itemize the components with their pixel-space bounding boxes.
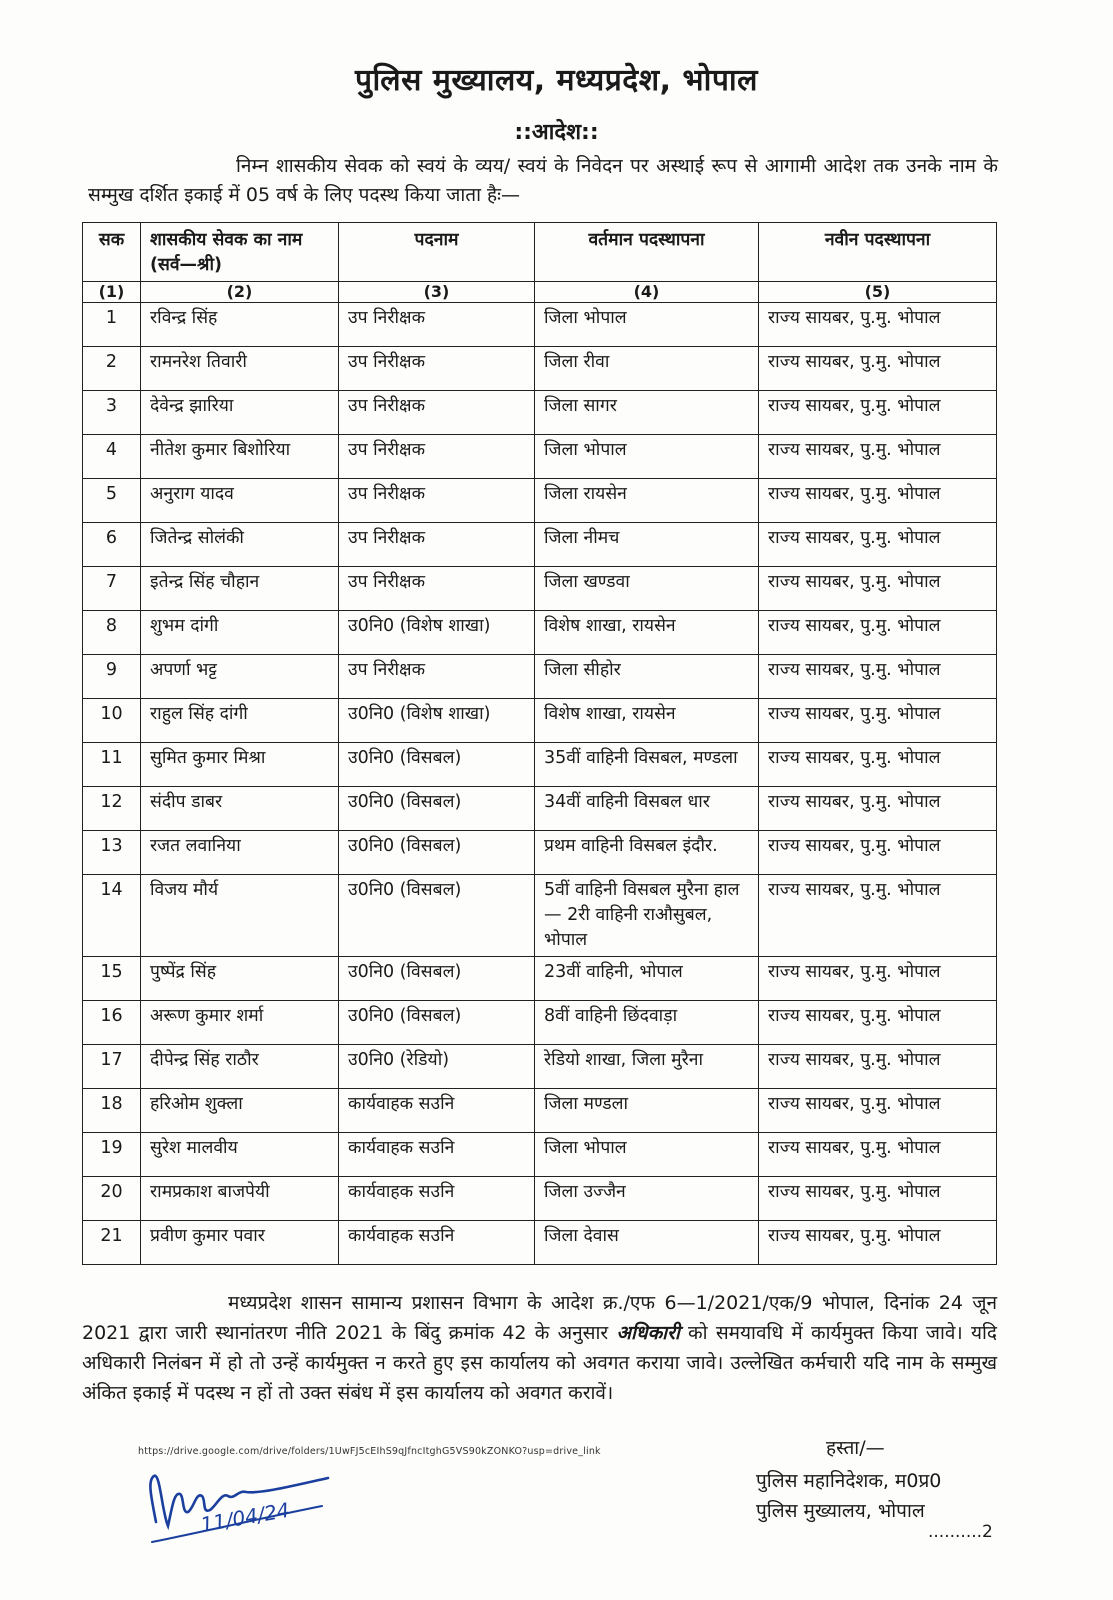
table-row <box>83 875 997 957</box>
row-current-posting: जिला उज्जैन <box>535 1177 759 1221</box>
table-row <box>83 1221 997 1265</box>
table-row <box>83 655 997 699</box>
row-current-posting: 23वीं वाहिनी, भोपाल <box>535 957 759 1001</box>
table-row <box>83 699 997 743</box>
row-current-posting: जिला देवास <box>535 1221 759 1265</box>
row-new-posting: राज्य सायबर, पु.मु. भोपाल <box>759 743 997 787</box>
signature-date: 11/04/24 <box>198 1497 292 1537</box>
table-row <box>83 787 997 831</box>
header-serial: सक <box>83 223 141 282</box>
row-current-posting: जिला रीवा <box>535 347 759 391</box>
table-row <box>83 1089 997 1133</box>
row-serial: 7 <box>83 567 141 611</box>
row-designation: उप निरीक्षक <box>339 347 535 391</box>
row-current-posting: विशेष शाखा, रायसेन <box>535 699 759 743</box>
row-new-posting: राज्य सायबर, पु.मु. भोपाल <box>759 831 997 875</box>
row-name: जितेन्द्र सोलंकी <box>141 523 339 567</box>
row-name: प्रवीण कुमार पवार <box>141 1221 339 1265</box>
row-serial: 1 <box>83 303 141 347</box>
row-serial: 6 <box>83 523 141 567</box>
row-serial: 9 <box>83 655 141 699</box>
row-current-posting: जिला भोपाल <box>535 435 759 479</box>
row-designation: उ0नि0 (रेडियो) <box>339 1045 535 1089</box>
row-new-posting: राज्य सायबर, पु.मु. भोपाल <box>759 1133 997 1177</box>
row-designation: उप निरीक्षक <box>339 303 535 347</box>
table-body <box>83 282 997 1265</box>
row-name: देवेन्द्र झारिया <box>141 391 339 435</box>
row-current-posting: जिला रायसेन <box>535 479 759 523</box>
footer-text-after: को समयावधि में कार्यमुक्त किया जावे। यदि अधिकारी निलंबन में हो तो उन्हें कार्यमुक्त न करते हुए इस कार्यालय को अवगत कराया जावे। उल्लेखित कर्मचारी यदि नाम के सम्मुख अंकित इकाई में पदस्थ न हों तो उक्त संबंध में इस कार्यालय को अवगत करावें। <box>82 1322 997 1404</box>
table-row <box>83 743 997 787</box>
row-new-posting: राज्य सायबर, पु.मु. भोपाल <box>759 479 997 523</box>
row-current-posting: विशेष शाखा, रायसेन <box>535 611 759 655</box>
row-serial: 20 <box>83 1177 141 1221</box>
table-row <box>83 523 997 567</box>
row-serial: 11 <box>83 743 141 787</box>
row-new-posting: राज्य सायबर, पु.मु. भोपाल <box>759 1177 997 1221</box>
row-name: रामप्रकाश बाजपेयी <box>141 1177 339 1221</box>
row-serial: 15 <box>83 957 141 1001</box>
row-name: पुष्पेंद्र सिंह <box>141 957 339 1001</box>
table-row <box>83 479 997 523</box>
table-row <box>83 1001 997 1045</box>
row-current-posting: 35वीं वाहिनी विसबल, मण्डला <box>535 743 759 787</box>
row-new-posting: राज्य सायबर, पु.मु. भोपाल <box>759 1001 997 1045</box>
header-current-posting: वर्तमान पदस्थापना <box>535 223 759 282</box>
row-name: रामनरेश तिवारी <box>141 347 339 391</box>
row-designation: उ0नि0 (विशेष शाखा) <box>339 611 535 655</box>
row-new-posting: राज्य सायबर, पु.मु. भोपाल <box>759 875 997 957</box>
row-designation: कार्यवाहक सउनि <box>339 1221 535 1265</box>
row-current-posting: जिला भोपाल <box>535 1133 759 1177</box>
row-new-posting: राज्य सायबर, पु.मु. भोपाल <box>759 435 997 479</box>
header-name: शासकीय सेवक का नाम (सर्व—श्री) <box>141 223 339 282</box>
row-serial: 10 <box>83 699 141 743</box>
table-row <box>83 303 997 347</box>
row-name: शुभम दांगी <box>141 611 339 655</box>
row-current-posting: 34वीं वाहिनी विसबल धार <box>535 787 759 831</box>
row-name: अरूण कुमार शर्मा <box>141 1001 339 1045</box>
page-title: पुलिस मुख्यालय, मध्यप्रदेश, भोपाल <box>355 63 758 98</box>
row-serial: 21 <box>83 1221 141 1265</box>
row-designation: उप निरीक्षक <box>339 479 535 523</box>
footer-paragraph <box>82 1288 997 1408</box>
table-row <box>83 391 997 435</box>
column-number: (3) <box>339 282 535 303</box>
table-row <box>83 347 997 391</box>
row-serial: 5 <box>83 479 141 523</box>
row-serial: 2 <box>83 347 141 391</box>
row-new-posting: राज्य सायबर, पु.मु. भोपाल <box>759 303 997 347</box>
row-name: सुमित कुमार मिश्रा <box>141 743 339 787</box>
row-designation: उ0नि0 (विसबल) <box>339 875 535 957</box>
row-serial: 3 <box>83 391 141 435</box>
row-new-posting: राज्य सायबर, पु.मु. भोपाल <box>759 611 997 655</box>
row-current-posting: जिला नीमच <box>535 523 759 567</box>
header-designation: पदनाम <box>339 223 535 282</box>
row-current-posting: जिला सागर <box>535 391 759 435</box>
row-serial: 18 <box>83 1089 141 1133</box>
table-row <box>83 1133 997 1177</box>
column-number: (5) <box>759 282 997 303</box>
drive-link[interactable]: https://drive.google.com/drive/folders/1UwFJ5cEIhS9qJfncItghG5VS90kZONKO?usp=drive_link <box>138 1446 601 1457</box>
row-designation: उप निरीक्षक <box>339 523 535 567</box>
table-row <box>83 567 997 611</box>
table-header-row <box>83 223 997 282</box>
row-current-posting: प्रथम वाहिनी विसबल इंदौर. <box>535 831 759 875</box>
posting-table <box>82 222 997 1265</box>
row-name: सुरेश मालवीय <box>141 1133 339 1177</box>
row-current-posting: जिला खण्डवा <box>535 567 759 611</box>
row-designation: उप निरीक्षक <box>339 391 535 435</box>
footer-bold-word: अधिकारी <box>616 1322 680 1344</box>
row-new-posting: राज्य सायबर, पु.मु. भोपाल <box>759 957 997 1001</box>
header-new-posting: नवीन पदस्थापना <box>759 223 997 282</box>
column-number: (1) <box>83 282 141 303</box>
row-new-posting: राज्य सायबर, पु.मु. भोपाल <box>759 567 997 611</box>
page-continuation: ..........2 <box>928 1522 993 1542</box>
row-new-posting: राज्य सायबर, पु.मु. भोपाल <box>759 347 997 391</box>
row-name: विजय मौर्य <box>141 875 339 957</box>
footer-text-before: मध्यप्रदेश शासन सामान्य प्रशासन विभाग के आदेश क्र./एफ 6—1/2021/एक/9 भोपाल, दिनांक 24 जून 2021 द्वारा जारी स्थानांतरण नीति 2021 के बिंदु क्रमांक 42 के अनुसार <box>82 1292 997 1344</box>
row-current-posting: जिला सीहोर <box>535 655 759 699</box>
row-designation: उप निरीक्षक <box>339 567 535 611</box>
intro-paragraph: निम्न शासकीय सेवक को स्वयं के व्यय/ स्वयं के निवेदन पर अस्थाई रूप से आगामी आदेश तक उनके नाम के सम्मुख दर्शित इकाई में 05 वर्ष के लिए पदस्थ किया जाता हैः— <box>88 155 998 206</box>
row-serial: 12 <box>83 787 141 831</box>
column-number: (4) <box>535 282 759 303</box>
row-designation: कार्यवाहक सउनि <box>339 1177 535 1221</box>
row-serial: 16 <box>83 1001 141 1045</box>
row-designation: उप निरीक्षक <box>339 435 535 479</box>
row-name: रविन्द्र सिंह <box>141 303 339 347</box>
table-row <box>83 1045 997 1089</box>
row-new-posting: राज्य सायबर, पु.मु. भोपाल <box>759 787 997 831</box>
row-serial: 14 <box>83 875 141 957</box>
row-current-posting: 5वीं वाहिनी विसबल मुरैना हाल— 2री वाहिनी राऔसुबल, भोपाल <box>535 875 759 957</box>
signed-label: हस्ता/— <box>826 1437 885 1459</box>
row-new-posting: राज्य सायबर, पु.मु. भोपाल <box>759 699 997 743</box>
row-serial: 13 <box>83 831 141 875</box>
row-current-posting: 8वीं वाहिनी छिंदवाड़ा <box>535 1001 759 1045</box>
row-name: संदीप डाबर <box>141 787 339 831</box>
row-name: इतेन्द्र सिंह चौहान <box>141 567 339 611</box>
row-designation: उ0नि0 (विसबल) <box>339 957 535 1001</box>
row-serial: 4 <box>83 435 141 479</box>
row-designation: उ0नि0 (विसबल) <box>339 1001 535 1045</box>
row-name: रजत लवानिया <box>141 831 339 875</box>
row-designation: उ0नि0 (विसबल) <box>339 787 535 831</box>
order-heading: ::आदेश:: <box>514 120 599 145</box>
row-name: अनुराग यादव <box>141 479 339 523</box>
row-new-posting: राज्य सायबर, पु.मु. भोपाल <box>759 523 997 567</box>
row-name: नीतेश कुमार बिशोरिया <box>141 435 339 479</box>
table-row <box>83 957 997 1001</box>
row-name: हरिओम शुक्ला <box>141 1089 339 1133</box>
row-current-posting: रेडियो शाखा, जिला मुरैना <box>535 1045 759 1089</box>
table-row <box>83 1177 997 1221</box>
row-designation: कार्यवाहक सउनि <box>339 1133 535 1177</box>
row-name: दीपेन्द्र सिंह राठौर <box>141 1045 339 1089</box>
table-row <box>83 831 997 875</box>
row-serial: 19 <box>83 1133 141 1177</box>
handwritten-signature <box>142 1452 342 1552</box>
row-designation: उ0नि0 (विसबल) <box>339 743 535 787</box>
row-designation: उ0नि0 (विसबल) <box>339 831 535 875</box>
column-number-row <box>83 282 997 303</box>
signatory-designation <box>756 1466 941 1526</box>
table-row <box>83 611 997 655</box>
row-name: राहुल सिंह दांगी <box>141 699 339 743</box>
row-new-posting: राज्य सायबर, पु.मु. भोपाल <box>759 655 997 699</box>
row-current-posting: जिला भोपाल <box>535 303 759 347</box>
row-serial: 8 <box>83 611 141 655</box>
row-new-posting: राज्य सायबर, पु.मु. भोपाल <box>759 1221 997 1265</box>
row-name: अपर्णा भट्ट <box>141 655 339 699</box>
row-designation: उ0नि0 (विशेष शाखा) <box>339 699 535 743</box>
row-current-posting: जिला मण्डला <box>535 1089 759 1133</box>
row-new-posting: राज्य सायबर, पु.मु. भोपाल <box>759 1089 997 1133</box>
row-serial: 17 <box>83 1045 141 1089</box>
column-number: (2) <box>141 282 339 303</box>
row-designation: उप निरीक्षक <box>339 655 535 699</box>
designation-line-1: पुलिस महानिदेशक, म0प्र0 <box>756 1470 942 1492</box>
row-designation: कार्यवाहक सउनि <box>339 1089 535 1133</box>
designation-line-2: पुलिस मुख्यालय, भोपाल <box>756 1500 925 1522</box>
row-new-posting: राज्य सायबर, पु.मु. भोपाल <box>759 391 997 435</box>
table-row <box>83 435 997 479</box>
row-new-posting: राज्य सायबर, पु.मु. भोपाल <box>759 1045 997 1089</box>
